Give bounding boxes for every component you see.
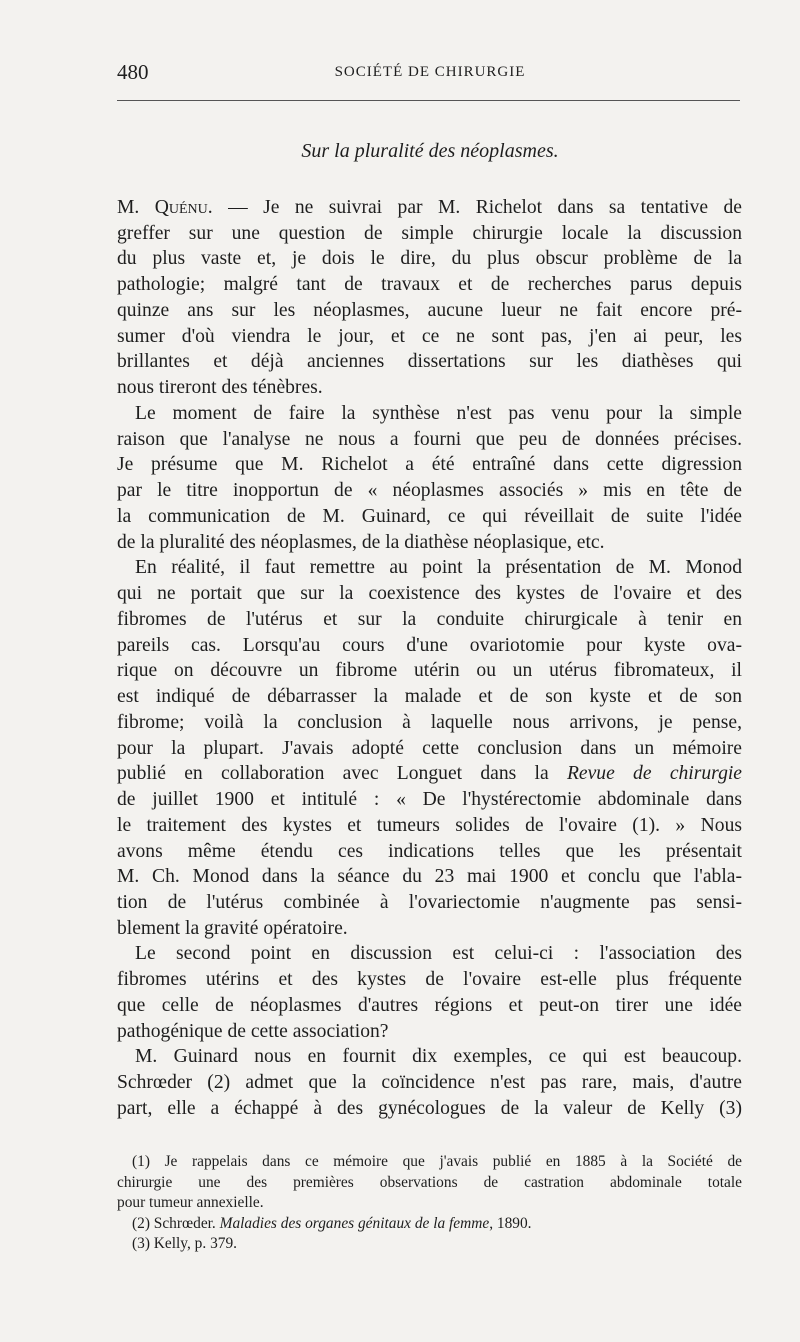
text-line: En réalité, il faut remettre au point la présentation de M. Monod	[135, 557, 742, 579]
text-line: tion de l'utérus combinée à l'ovariectomie n'augmente pas sensi-	[117, 891, 742, 913]
text-line: nous tireront des ténèbres.	[117, 377, 323, 399]
text-line: part, elle a échappé à des gynécologues de la valeur de Kelly (3)	[117, 1097, 742, 1119]
text-line: du plus vaste et, je dois le dire, du plus obscur problème de la	[117, 248, 742, 270]
text-segment: . — Je ne suivrai par M. Richelot dans sa tentative de	[207, 197, 742, 218]
small-caps-name: Quénu	[154, 197, 208, 218]
text-line: brillantes et déjà anciennes dissertations sur les diathèses qui	[117, 351, 742, 373]
text-line: avons même étendu ces indications telles que les présentait	[117, 840, 742, 862]
text-segment: , 1890.	[489, 1214, 532, 1232]
text-line: pathologie; malgré tant de travaux et de recherches parus depuis	[117, 274, 742, 296]
section-title: Sur la pluralité des néoplasmes.	[301, 140, 559, 162]
text-line: Je présume que M. Richelot a été entraîné dans cette digression	[117, 454, 742, 476]
text-line: pour la plupart. J'avais adopté cette conclusion dans un mémoire	[117, 737, 742, 759]
italic-text: Maladies des organes génitaux de la femme	[219, 1214, 490, 1232]
header-rule	[117, 100, 740, 101]
text-line: que celle de néoplasmes d'autres régions et peut-on tirer une idée	[117, 994, 742, 1016]
footnote-line	[132, 1214, 742, 1233]
text-line: qui ne portait que sur la coexistence des kystes de l'ovaire et des	[117, 583, 742, 605]
footnote-line: (1) Je rappelais dans ce mémoire que j'avais publié en 1885 à la Société de	[132, 1153, 742, 1170]
page-number: 480	[117, 60, 149, 84]
text-line: la communication de M. Guinard, ce qui réveillait de suite l'idée	[117, 505, 742, 527]
text-line: pareils cas. Lorsqu'au cours d'une ovariotomie pour kyste ova-	[117, 634, 742, 656]
text-line: rique on découvre un fibrome utérin ou un utérus fibromateux, il	[117, 660, 742, 682]
running-head: SOCIÉTÉ DE CHIRURGIE	[334, 64, 526, 80]
text-line: Le second point en discussion est celui-ci : l'association des	[135, 943, 742, 965]
text-line: sumer d'où viendra le jour, et ce ne sont pas, j'en ai peur, les	[117, 325, 742, 347]
text-line: M. Guinard nous en fournit dix exemples, ce qui est beaucoup.	[135, 1046, 742, 1068]
text-line: de juillet 1900 et intitulé : « De l'hystérectomie abdominale dans	[117, 789, 742, 811]
text-line: est indiqué de débarrasser la malade et de son kyste et de son	[117, 686, 742, 708]
text-line: le traitement des kystes et tumeurs solides de l'ovaire (1). » Nous	[117, 814, 742, 836]
text-line: raison que l'analyse ne nous a fourni que peu de données précises.	[117, 428, 742, 450]
footnote-line: chirurgie une des premières observations de castration abdominale totale	[117, 1173, 742, 1191]
footnote-line: pour tumeur annexielle.	[117, 1194, 264, 1211]
text-line: fibromes de l'utérus et sur la conduite chirurgicale à tenir en	[117, 608, 742, 630]
text-line	[117, 196, 742, 220]
text-line: blement la gravité opératoire.	[117, 917, 348, 939]
footnote-line: (3) Kelly, p. 379.	[132, 1235, 238, 1252]
text-segment: publié en collaboration avec Longuet dans la	[117, 763, 567, 785]
text-line: de la pluralité des néoplasmes, de la diathèse néoplasique, etc.	[117, 531, 605, 553]
text-line: Le moment de faire la synthèse n'est pas venu pour la simple	[135, 402, 742, 424]
text-line: par le titre inopportun de « néoplasmes associés » mis en tête de	[117, 480, 742, 502]
text-line: Schrœder (2) admet que la coïncidence n'est pas rare, mais, d'autre	[117, 1072, 742, 1094]
italic-text: Revue de chirurgie	[566, 763, 743, 785]
text-line: pathogénique de cette association?	[117, 1020, 389, 1042]
text-segment: M.	[117, 197, 155, 218]
text-line: fibrome; voilà la conclusion à laquelle nous arrivons, je pense,	[117, 711, 742, 733]
text-segment: (2) Schrœder.	[132, 1214, 220, 1232]
text-line: fibromes utérins et des kystes de l'ovaire est-elle plus fréquente	[117, 969, 742, 991]
text-line: M. Ch. Monod dans la séance du 23 mai 1900 et conclu que l'abla-	[117, 866, 742, 888]
text-line	[117, 762, 742, 786]
text-line: greffer sur une question de simple chirurgie locale la discussion	[117, 222, 742, 244]
text-line: quinze ans sur les néoplasmes, aucune lueur ne fait encore pré-	[117, 299, 742, 321]
